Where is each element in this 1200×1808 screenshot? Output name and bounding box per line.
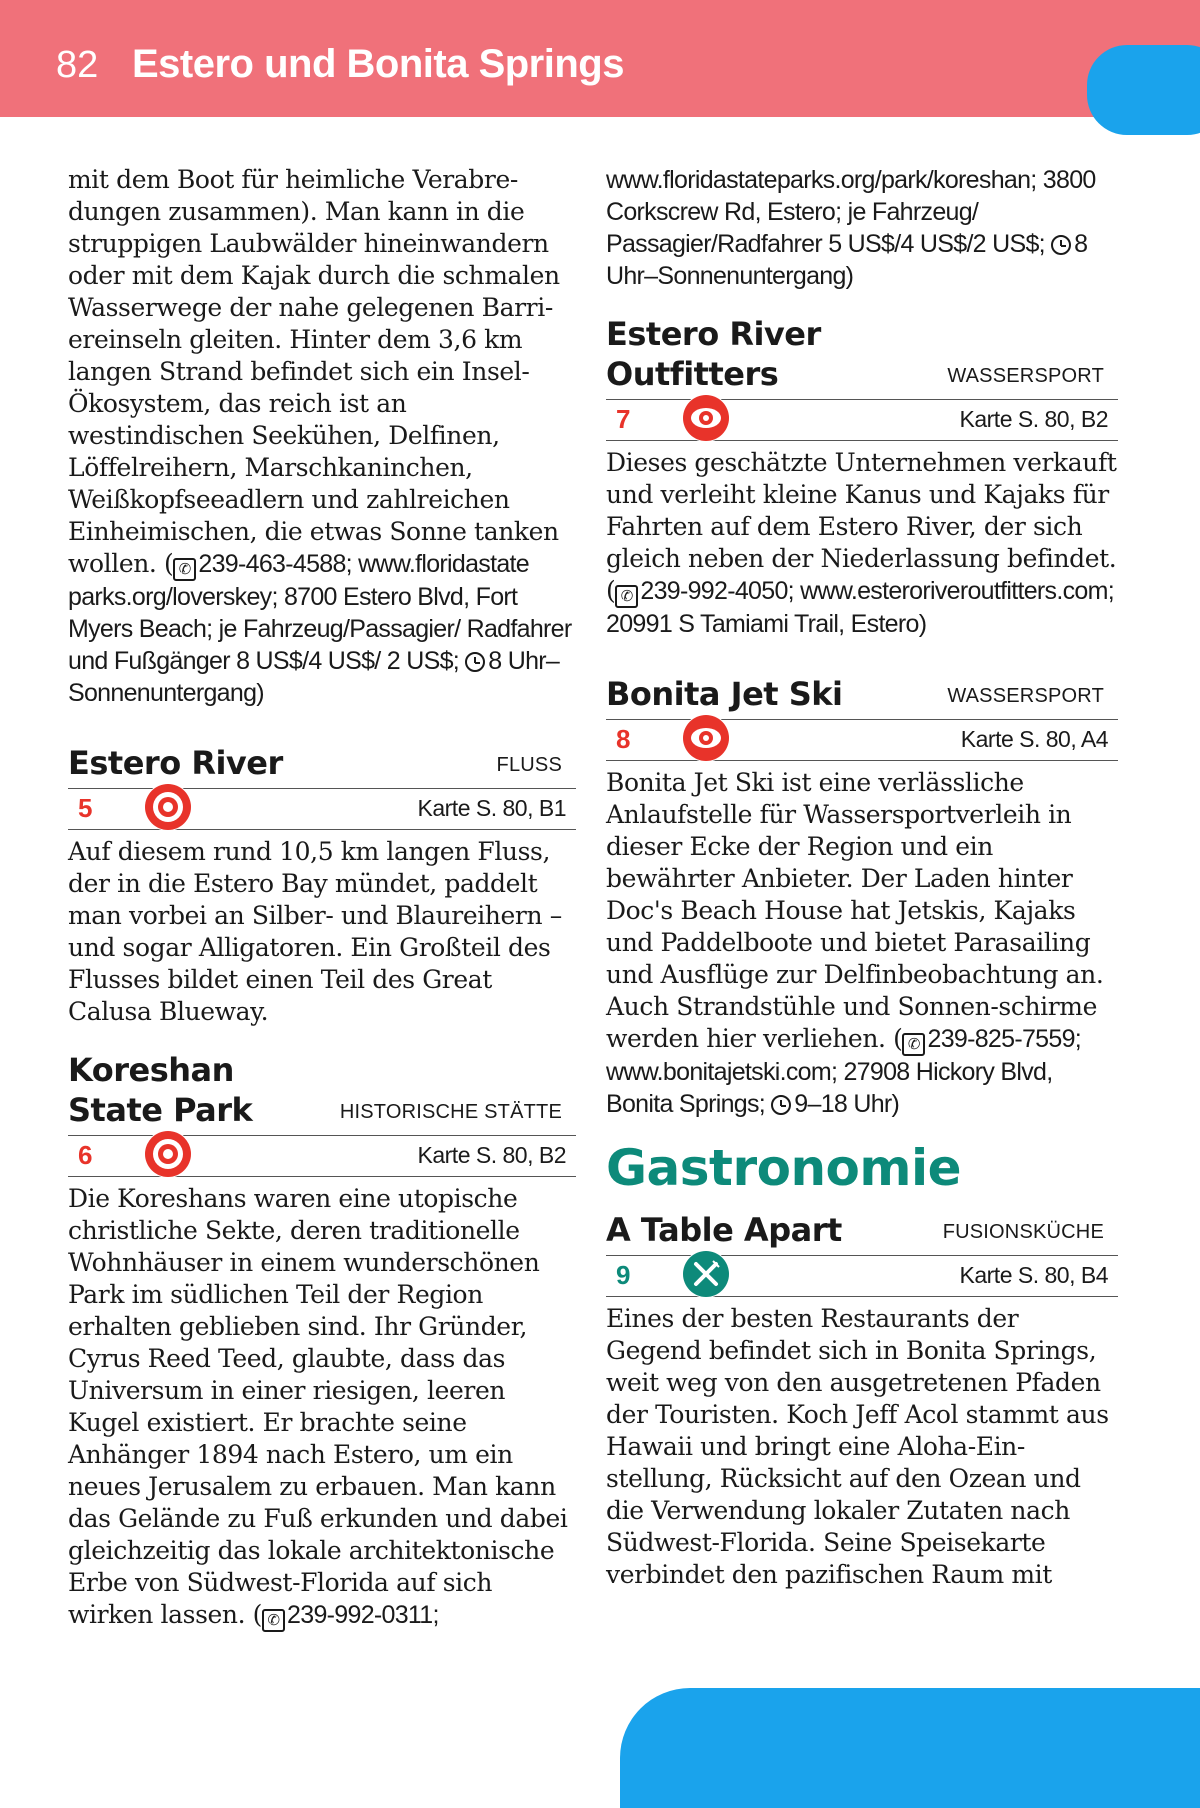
entry-text-body: Bonita Jet Ski ist eine verlässliche Anlaufstelle für Wassersportverleih in dieser Ecke der Region und ein bewährter Anbieter. Der Laden hinter Doc's Beach House hat Jetskis, Kajaks und Paddelboote und bietet Parasailing und Ausflüge zur Delfinbeobachtung an. Auch Strandstühle und Sonnen-schirme werden hier verliehen. ( bbox=[606, 768, 1104, 1053]
entry-text-body: Die Koreshans waren eine utopische christliche Sekte, deren traditionelle Wohnhäuser in einem wunderschönen Park im südlichen Teil der Region erhalten geblieben sind. Ihr Gründer, Cyrus Reed Teed, glaubte, dass das Universum in einer riesigen, leeren Kugel existiert. Er brachte seine Anhänger 1894 nach Estero, um ein neues Jerusalem zu erbauen. Man kann das Gelände zu Fuß erkunden und dabei gleichzeitig das lokale architektonische Erbe von Südwest-Florida auf sich wirken lassen. ( bbox=[68, 1184, 568, 1629]
phone-icon: ✆ bbox=[902, 1033, 925, 1056]
entry-title: A Table Apart bbox=[606, 1211, 842, 1249]
entry-title-line1: Koreshan bbox=[68, 1051, 234, 1089]
entry-text bbox=[606, 447, 1118, 640]
entry-header-bonita-jet-ski bbox=[606, 668, 1118, 720]
marker-number: 8 bbox=[616, 724, 631, 754]
entry-title bbox=[68, 1050, 252, 1130]
entry-phone: 239-992-0311; bbox=[287, 1601, 439, 1629]
entry-category: FUSIONSKÜCHE bbox=[942, 1221, 1104, 1243]
chapter-tab-bottom bbox=[620, 1688, 1200, 1808]
section-title: Gastronomie bbox=[606, 1139, 962, 1197]
entry-info: 239-992-4050; www.esteroriveroutfitters.com; 20991 S Tamiami Trail, Estero) bbox=[606, 577, 1114, 638]
map-reference: Karte S. 80, A4 bbox=[960, 726, 1108, 752]
fork-knife-icon bbox=[682, 1250, 730, 1298]
clock-icon bbox=[1051, 235, 1071, 255]
sight-icon bbox=[144, 783, 192, 831]
entry-category: HISTORISCHE STÄTTE bbox=[339, 1101, 562, 1123]
marker-row bbox=[606, 400, 1118, 441]
entry-header-estero-outfitters bbox=[606, 315, 1118, 400]
right-column bbox=[606, 164, 1118, 1591]
phone-icon: ✆ bbox=[615, 585, 638, 608]
page-number: 82 bbox=[56, 44, 99, 86]
marker-row bbox=[68, 789, 576, 830]
page-header bbox=[0, 0, 1200, 117]
entry-hours: 9–18 Uhr) bbox=[794, 1090, 900, 1118]
entry-text bbox=[68, 1183, 576, 1632]
sight-icon bbox=[144, 1130, 192, 1178]
clock-icon bbox=[465, 652, 485, 672]
entry-category: WASSERSPORT bbox=[947, 685, 1104, 707]
entry-title: Bonita Jet Ski bbox=[606, 675, 843, 713]
marker-number: 6 bbox=[78, 1140, 93, 1170]
map-reference: Karte S. 80, B4 bbox=[959, 1262, 1108, 1288]
entry-title-line2: Outfitters bbox=[606, 355, 779, 393]
marker-row bbox=[68, 1136, 576, 1177]
intro-hours: 8 Uhr–Sonnenuntergang) bbox=[68, 647, 560, 707]
map-reference: Karte S. 80, B1 bbox=[417, 795, 566, 821]
phone-icon: ✆ bbox=[262, 1609, 285, 1632]
continued-info-text: www.floridastateparks.org/park/koreshan; 3800 Corkscrew Rd, Estero; je Fahrzeug/ Passagier/Radfahrer 5 US$/4 US$/2 US$; bbox=[606, 166, 1096, 258]
intro-text: mit dem Boot für heimliche Verabre-dungen zusammen). Man kann in die struppigen Laubwälder hineinwandern oder mit dem Kajak durch die schmalen Wasserwege der nahe gelegenen Barri-ereinseln gleiten. Hinter dem 3,6 km langen Strand befindet sich ein Insel-Ökosystem, das reich ist an westindischen Seekühen, Delfinen, Löffelreihern, Marschkaninchen, Weißkopfseeadlern und zahlreichen Einheimischen, die etwas Sonne tanken wollen. ( bbox=[68, 165, 560, 578]
continued-info bbox=[606, 164, 1118, 292]
entry-title-line1: Estero River bbox=[606, 315, 821, 353]
entry-info: 239-825-7559; www.bonitajetski.com; 27908 Hickory Blvd, Bonita Springs; bbox=[606, 1025, 1082, 1118]
entry-title: Estero River bbox=[68, 744, 283, 782]
map-reference: Karte S. 80, B2 bbox=[417, 1142, 566, 1168]
chapter-tab-top bbox=[1087, 45, 1200, 135]
sight-icon bbox=[682, 394, 730, 442]
entry-title-line2: State Park bbox=[68, 1091, 253, 1129]
map-reference: Karte S. 80, B2 bbox=[959, 406, 1108, 432]
entry-text: Auf diesem rund 10,5 km langen Fluss, der in die Estero Bay mündet, paddelt man vorbei an Silber- und Blaureihern – und sogar Alligatoren. Ein Großteil des Flusses bildet einen Teil des Great Calusa Blueway. bbox=[68, 837, 562, 1026]
intro-paragraph bbox=[68, 164, 576, 709]
entry-category: WASSERSPORT bbox=[947, 365, 1104, 387]
phone-icon: ✆ bbox=[173, 558, 196, 581]
entry-text bbox=[606, 767, 1118, 1120]
entry-category: FLUSS bbox=[496, 754, 562, 776]
marker-number: 9 bbox=[616, 1260, 631, 1290]
chapter-title: Estero und Bonita Springs bbox=[132, 42, 624, 86]
clock-icon bbox=[771, 1095, 791, 1115]
intro-info: 239-463-4588; www.floridastate parks.org/loverskey; 8700 Estero Blvd, Fort Myers Beach; je Fahrzeug/Passagier/ Radfahrer und Fußgänger 8 US$/4 US$/ 2 US$; bbox=[68, 550, 572, 675]
marker-number: 5 bbox=[78, 793, 93, 823]
marker-row bbox=[606, 1256, 1118, 1297]
entry-text: Eines der besten Restaurants der Gegend befindet sich in Bonita Springs, weit weg von den ausgetretenen Pfaden der Touristen. Koch Jeff Acol stammt aus Hawaii und bringt eine Aloha-Ein-stellung, Rücksicht auf den Ozean und die Verwendung lokaler Zutaten nach Südwest-Florida. Seine Speisekarte verbindet den pazifischen Raum mit bbox=[606, 1304, 1109, 1589]
entry-header-koreshan bbox=[68, 1051, 576, 1136]
sight-icon bbox=[682, 714, 730, 762]
entry-header-estero-river bbox=[68, 737, 576, 789]
continued-hours: 8 Uhr–Sonnenuntergang) bbox=[606, 230, 1088, 290]
marker-number: 7 bbox=[616, 404, 631, 434]
left-column bbox=[68, 164, 576, 1632]
entry-text-body: Dieses geschätzte Unternehmen verkauft und verleiht kleine Kanus und Kajaks für Fahrten auf dem Estero River, der sich gleich neben der Niederlassung befindet. ( bbox=[606, 448, 1117, 605]
marker-row bbox=[606, 720, 1118, 761]
entry-header-a-table-apart bbox=[606, 1204, 1118, 1256]
entry-title bbox=[606, 314, 821, 394]
